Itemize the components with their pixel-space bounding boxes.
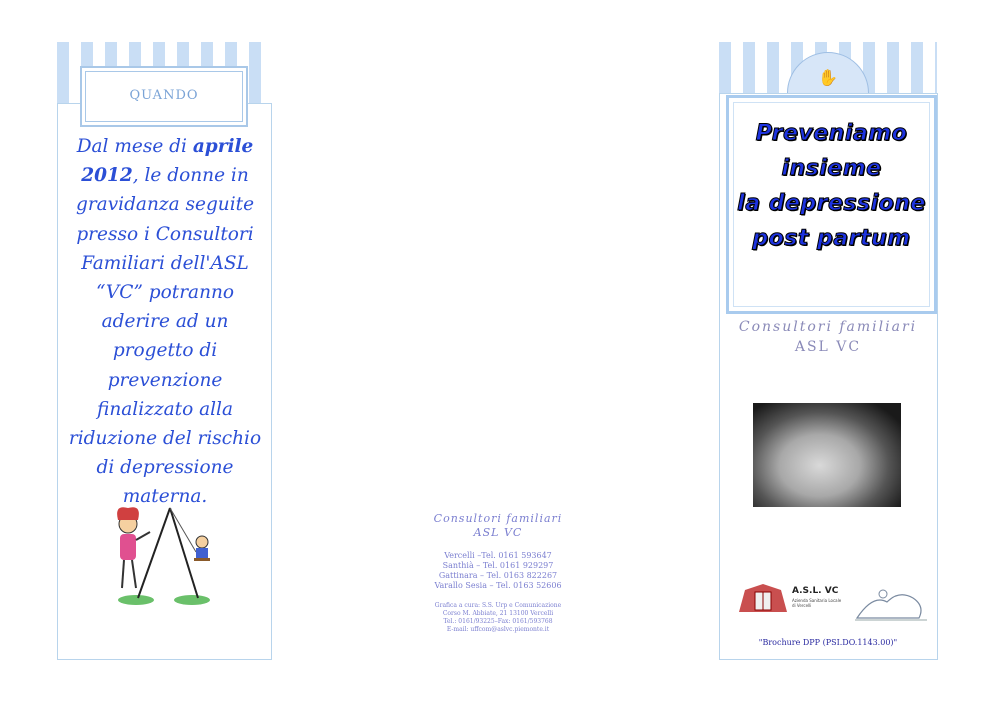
credit-line: Grafica a cura: S.S. Urp e Comunicazione xyxy=(434,602,562,609)
hand-icon: ✋ xyxy=(818,68,838,87)
when-label: QUANDO xyxy=(129,88,199,103)
credit-line: E-mail: uffcom@aslvc.piemonte.it xyxy=(446,626,550,633)
credits-list xyxy=(405,602,591,634)
cover-title-line: post partum xyxy=(752,226,911,251)
mother-figure-logo xyxy=(853,584,929,624)
phone-line: Gattinara – Tel. 0163 822267 xyxy=(438,571,558,580)
intro-part2: , le donne in gravidanza seguite presso i Consultori Familiari dell'ASL “VC” potranno aderire ad un progetto di prevenzione finalizzato alla riduzione del rischio di depressione materna. xyxy=(68,165,262,508)
phone-list xyxy=(405,551,591,591)
contact-subtitle: ASL VC xyxy=(473,526,523,539)
intro-part1: Dal mese di xyxy=(76,136,193,157)
intro-paragraph xyxy=(62,132,268,512)
cover-title xyxy=(729,116,934,256)
phone-line: Santhià – Tel. 0161 929297 xyxy=(442,561,554,570)
mother-child-photo xyxy=(753,403,901,507)
credit-line: Tel.: 0161/93225–Fax: 0161/593768 xyxy=(443,618,553,625)
credit-line: Corso M. Abbiate, 21 13100 Vercelli xyxy=(442,610,554,617)
brochure-code: "Brochure DPP (PSI.DO.1143.00)" xyxy=(758,638,898,647)
contact-title: Consultori familiari xyxy=(433,512,563,525)
cover-title-line: insieme xyxy=(781,156,882,181)
cover-title-box xyxy=(726,95,937,314)
org-subtitle: ASL VC xyxy=(794,339,862,355)
when-header-box xyxy=(80,66,248,127)
asl-logo-text: A.S.L. VC xyxy=(792,586,839,596)
cover-title-line: Preveniamo xyxy=(755,121,908,146)
child-swing-illustration xyxy=(104,502,224,606)
phone-line: Varallo Sesia – Tel. 0163 52606 xyxy=(434,581,562,590)
contact-block xyxy=(405,512,591,634)
asl-logo-caption: Azienda Sanitaria Locale di Vercelli xyxy=(792,598,842,608)
cover-title-line: la depressione xyxy=(737,191,926,216)
phone-line: Vercelli –Tel. 0161 593647 xyxy=(444,551,552,560)
org-title: Consultori familiari xyxy=(738,319,918,335)
intro-date: aprile 2012 xyxy=(81,136,254,187)
